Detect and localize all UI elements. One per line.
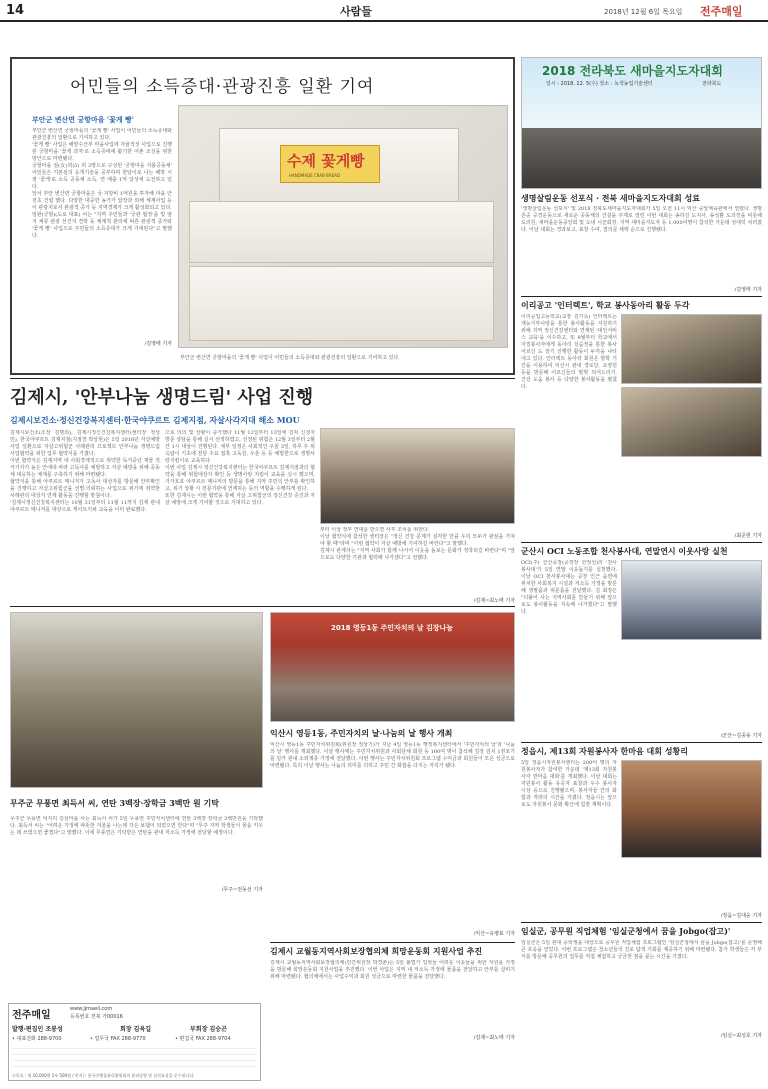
masthead-vice: 부회장 김승곤 <box>190 1026 227 1033</box>
mou-group-photo <box>320 428 515 524</box>
side3-credit: /군산=김종용 기자 <box>720 733 762 739</box>
paragraph: 김제시보건소(소장 김명희), 김제시정신건강복지센터(센터장 정성민), 한국야쿠르트 김제지점(지점장 박상현)은 5일 2018년 자살예방사업 일환으로 자살고위험군 사례관리 프로젝트 안부나눔 생명드림 사업협약을 위한 업무 협약식을 가졌다. <box>10 430 160 457</box>
event-banner-text: 2018 영등1동 주민자치의 날 김장나눔 <box>331 624 454 632</box>
story-b-credit: /익산=유병표 기자 <box>473 931 515 937</box>
story-b-title: 익산시 영등1동, 주민자치의 날·나눔의 날 행사 개최 <box>270 728 453 738</box>
banner-org: 전라북도 <box>702 81 722 87</box>
paragraph: 앞서 부안 변산면 궁항마을은 국·지방비 1억원을 투자해 마을 안전초 건립 했다. 다양한 대중한 농가가 답장과 외해 체계사업 등이 관광지로서 관광객 증가 등 지역경제가 크게 활성화되고 있다. <box>32 191 172 211</box>
masthead-tel-business: • 업무국 FAX 288-9770 <box>90 1036 146 1042</box>
side1-credit: /김영태 기자 <box>734 287 762 293</box>
volunteer-photo-1 <box>621 314 762 384</box>
divider <box>521 922 762 923</box>
divider <box>521 742 762 743</box>
side2-body: 이리공업고등학교(교장 김기옥) 인터렉트는 재능기부사랑을 통한 봉사활동을 지원하기 위해 지역 정신건강센터와 연계된 '대인서비스 교육'을 이수하고, 또 8월부터 학교에서 자질봉사자에게 동아리 실습정을 통한 봉사 어르신 도 장기 진행한 활동이 두각을 나타내고 있다. 인터렉트 동아리 회원은 방학 기간을 이용하여 익산시 관내 경로당, 요양원 등을 방문해 어르신들의 말벗 되어드리기, 건강 도움 봉사 등 다양한 봉사활동을 펼쳤다. <box>521 314 617 390</box>
story-c-title: 김제시 교월동지역사회보장협의체 희망운동회 지원사업 추진 <box>270 946 483 956</box>
product-sub-text: HANDMADE CRAB BREAD <box>289 173 340 178</box>
feature-title: 어민들의 소득증대·관광진흥 일환 기여 <box>70 77 375 97</box>
side3-body: OCI(주) 군산공장(공장장 한정선)의 '천사봉사대'가 5일 연말 이웃돕기를 실천했다. 이날 OCI 천사봉사대는 공장 인근 읍면에 위치한 사회복지 시설과 저소득 가정을 방문해 생필품과 위문품을 전달했다. 김 회장은 "더불어 사는 지역사회를 만들기 위해 앞으로도 봉사활동을 지속해 나가겠다"고 말했다. <box>521 560 617 615</box>
paragraph: 또한 김제시는 이번 협약을 통해 자살 고위험군의 정신건강 증진과 자살 예방에 크게 기여할 것으로 기대하고 있다. <box>165 493 315 506</box>
paragraph: 부터 이상 정부 연대를 받으면 사후 조치를 취한다. <box>320 527 430 533</box>
issue-date: 2018년 12월 6일 목요일 <box>604 8 683 16</box>
side1-body: '생명살림운동 선포식' 및 2018 전북도새마을지도자대회가 5일 오전 11시 익산 중앙체육관에서 열렸다. 생명 존중 공경운동으로 새로운 공동체의 건설을 주제로 열린 이번 대회는 송하진 도지사, 송성환 도의장을 비롯해 도의원, 새마을운동중앙회 및 도내 시군회장, 지역 새마을지도자 등 1,000여명이 참석한 가운데 성대히 치러졌다. 이날 대회는 경과보고, 표창 수여, 결의문 채택 순으로 진행됐다. <box>521 206 762 233</box>
volunteer-photo-2 <box>621 387 762 457</box>
feature-credit: /김영태 기자 <box>144 341 172 347</box>
story-b-body: 익산시 영등1동 주민자치위원회(위원장 정상기)가 지난 4일 영등1동 행정복지센터에서 '주민자치의 날'과 '나눔의 날' 행사를 개최했다. 이날 행사에는 주민자치위원과 사회단체 회원 등 100여 명이 참석해 김장 김치 1천포기를 담가 관내 소외계층 가정에 전달했다. 이번 행사는 주민자치위원회 프로그램 수익금과 회원들이 모은 성금으로 마련됐다. 특히 이날 행사는 나눔의 의미를 더하고 주민 간 화합을 다지는 자리가 됐다. <box>270 742 515 769</box>
feature-body <box>32 128 172 338</box>
product-box <box>219 128 459 206</box>
divider <box>10 378 515 379</box>
paragraph: 이번 협약식은 김제지역 내 사회경제적으로 취약한 독거중년 재물 적극기자가 높은 안에대 따라 고독사를 예방하고 자살 예방을 위해 공동체 대응하는 체계를 구축하기 위해 마련됐다. <box>10 458 160 478</box>
product-box <box>189 266 494 341</box>
feature-subtitle: 부안군 변산면 궁항마을 '꽃게 빵' <box>32 115 134 124</box>
masthead-contact-grid <box>12 1043 257 1071</box>
divider <box>10 606 515 607</box>
paragraph: 부안군 변산면 궁항마을의 '꽃게 빵' 사업이 어민들의 소득증대와 관광진흥의 일환으로 기여하고 있다. <box>32 128 172 141</box>
story-c-credit: /김제=최노태 기자 <box>473 1035 515 1041</box>
brand-logo: 전주매일 <box>700 5 743 18</box>
paragraph: '꽃게 빵' 사업은 해양수산부 마을사업에 자율적성 사업으로 진행된 궁항마을 '꽃게 과자'로 소득증대에 활기한 어촌 조성을 위한 방안으로 마련됐다. <box>32 142 172 162</box>
story-a-title: 무주군 무풍면 최득서 씨, 연탄 3백장·장학금 3백만 원 기탁 <box>10 798 219 808</box>
side5-credit: /임실=최성호 기자 <box>720 1033 762 1039</box>
audience-area <box>522 128 762 189</box>
lead-col1 <box>10 430 160 570</box>
side4-credit: /정읍=김대웅 기자 <box>720 913 762 919</box>
product-box <box>189 201 494 263</box>
divider <box>521 542 762 543</box>
divider <box>270 942 515 943</box>
masthead-tel-main: • 대표전화 288-9700 <box>12 1036 62 1042</box>
lead-col2 <box>165 430 315 570</box>
side4-title: 정읍시, 제13회 자원봉사자 한마음 대회 성황리 <box>521 746 688 756</box>
story-a-body: 무주군 무풍면 덕지리 김삼마을 사는 최득서 씨가 5일 무풍면 주민자치센터에 연탄 3백장 장학금 3백만원을 기탁했다. 최득서 씨는 "어려운 가정에 따뜻한 겨울을 나는데 작은 보탬이 되었으면 한다"며 "무주 지역 학생들이 꿈을 키우는 데 쓰였으면 좋겠다"고 말했다. 이에 무풍면은 기탁받은 연탄을 관내 저소득 가정에 전달할 예정이다. <box>10 816 263 836</box>
lead-subtitle: 김제시보건소·정신건강복지센터·한국야쿠르트 김제지점, 자살사각지대 해소 MOU <box>10 415 300 425</box>
feature-caption: 부안군 변산면 궁항마을의 '꽃게 빵' 사업이 어민들의 소득증대와 관광진흥의 일환으로 기여하고 있다. <box>180 355 400 361</box>
event-banner-photo <box>521 57 762 189</box>
lead-title: 김제시, '안부나눔 생명드림' 사업 진행 <box>10 387 314 408</box>
briquette-photo <box>10 612 263 788</box>
masthead-reg: 등록번호 전북 가00016 <box>70 1014 123 1020</box>
masthead-notice: 구독료 : 월 10,000원 1부 500원 / 본지는 한국간행물윤리위원회의 윤리강령 및 실천요강을 준수합니다. <box>12 1073 195 1078</box>
side5-body: 임실군은 5일 관내 중학생을 대상으로 공무원 직업체험 프로그램인 '임실군청에서 꿈을 Jobgo(잡고)'를 운영해 큰 호응을 얻었다. 이번 프로그램은 청소년들의 진로 탐색 기회를 제공하기 위해 마련됐다. 참가 학생들은 각 부서를 방문해 공무원의 업무를 직접 체험하고 궁금한 점을 묻는 시간을 가졌다. <box>521 940 762 960</box>
side4-body: 5일 정읍시자원봉사센터는 200여 명의 자원봉사자가 참여한 가운데 '제13회 자원봉사자 한마음 대회'를 개최했다. 이날 대회는 자원봉사 활동 유공자 표창과 우수 봉사자 시상 등으로 진행됐으며, 봉사자들 간의 화합과 격려의 시간을 가졌다. 정읍시는 앞으로도 자원봉사 문화 확산에 힘쓸 계획이다. <box>521 760 617 808</box>
section-title: 사람들 <box>340 5 372 18</box>
side1-title: 생명살림운동 선포식 · 전북 새마을지도자대회 성료 <box>521 193 700 203</box>
lead-credit: /김제=최노태 기자 <box>473 598 515 604</box>
paragraph: 궁항마을 심(女)외(5) 외 3명으로 구성된 '궁항마을 지블공동체' 어민들은 기본심의 응개기술을 공부하며 한달이로 나는 혜박 시절 '꽃게'로 소득 공동체 소득, 연 매출 1억 달성에 도전하고 있다. <box>32 163 172 190</box>
paragraph: 협약식을 통해 야쿠르트 매니저가 고독사 대상자를 방문해 안부확인을 진행하고 자살고위험군을 선별·의뢰하는 사업으로 위기에 취약한 사례관리 대상자 연계 활동을 진행할 방침이다. <box>10 479 160 499</box>
kimchi-event-photo <box>270 612 515 722</box>
paragraph: '김제시정신건강복지센터는 10월 31일부터 11월 11까지 김제 관내 야쿠르트 매니저를 대상으로 게이트키퍼 교육을 이미 완료했다. <box>10 500 160 513</box>
masthead-tel-editorial: • 편집국 FAX 288-9704 <box>175 1036 231 1042</box>
divider <box>521 296 762 297</box>
paragraph: 김제시 관계자는 "지역 사회가 함께 나서서 이웃을 돌보는 문화가 정착되길 바란다"며 "앞으로도 다양한 기관과 협력해 나가겠다"고 전했다. <box>320 548 515 561</box>
side2-title: 이리공고 '인터렉트', 학교 봉사동아리 활동 두각 <box>521 300 690 310</box>
masthead-director: 회장 김육길 <box>120 1026 152 1033</box>
masthead-issuer: 발행·편집인 조봉성 <box>12 1026 63 1033</box>
masthead-site: www.jjmaeil.com <box>70 1006 113 1012</box>
side2-credit: /최준현 기자 <box>734 533 762 539</box>
story-a-credit: /무주=전동선 기자 <box>221 887 263 893</box>
product-label <box>280 145 380 183</box>
masthead-name: 전주매일 <box>12 1010 51 1021</box>
paragraph: 임완(궁항)(도로 대표) 씨는 "지역 주민들과 '궁관 협정'을 및 옆지 체류 관광 선진지 견학 등 체계적 관리에 따른 관광객 증가와 '꽃게 빵' 사업으로 주민들의 소득증대가 크게 기대된다"고 말했다. <box>32 212 172 239</box>
lead-col3 <box>320 527 515 597</box>
product-label-text: 수제 꽃게빵 <box>287 152 365 170</box>
side5-title: 임실군, 공무원 직업체험 '임실군청에서 꿈을 Jobgo(잡고)' <box>521 926 731 936</box>
side3-title: 군산시 OCI 노동조합 천사봉사대, 연말연시 이웃사랑 실천 <box>521 546 728 556</box>
banner-line: 일시 : 2018. 12. 5(수) 장소 : 녹색농업기술센터 <box>546 81 653 87</box>
crab-bread-photo <box>178 105 508 348</box>
paragraph: 이날 협약식에 참석한 센터장은 "정신 건강 문제가 심각한 만큼 우리 모두가 관심을 가져야 할 때"라며 "이번 협약이 자살 예방에 기여하길 바란다"고 말했다. <box>320 534 515 547</box>
paragraph: 으로 의의 및 상황이 증가했다 11월 12일부터 13일에 걸쳐 신청자 방문 상담을 통해 실시 선정하였고, 선정된 위험은 12월 3일부터 2월간 1시 대상이 진행된다. 세부 일정은 사회적인 우울 3일, 하루 우 위 옥탑이 기초에 전담 주요 접촉 고독감, 우울 등 등 예방한으로 생명사랑지킴이로 교육하다. <box>165 430 315 464</box>
award-photo <box>621 760 762 858</box>
banner-title: 2018 전라북도 새마을지도자대회 <box>542 64 723 78</box>
story-c-body: 김제시 교월동지역사회보장협의체(민간위원장 박경춘)는 5일 불법가 입학들 어려운 이웃들을 위한 자원을 가정을 방문해 희망운동회 지원사업을 추진했다. 이번 사업은 지역 내 저소득 가정에 물품을 전달하고 안부를 살피기 위해 마련됐다. 협의체에서는 사업수익과 회원 성금으로 마련한 물품을 전달했다. <box>270 960 515 980</box>
page-number: 14 <box>6 3 25 18</box>
paragraph: 이번 사업 김제시 정신건강복지센터는 한국야쿠르트 김제지점과의 협약을 통해 위험대상자 확인 등 생명사랑 지킴이 교육을 실시 했으며, 가가호호 야쿠르트 매니저의 방문을 통해 지역 주민의 안부를 확인하고, 위기 상황 시 전문기관에 연계하는 등의 역할을 수행하게 된다. <box>165 465 315 492</box>
oci-group-photo <box>621 560 762 640</box>
